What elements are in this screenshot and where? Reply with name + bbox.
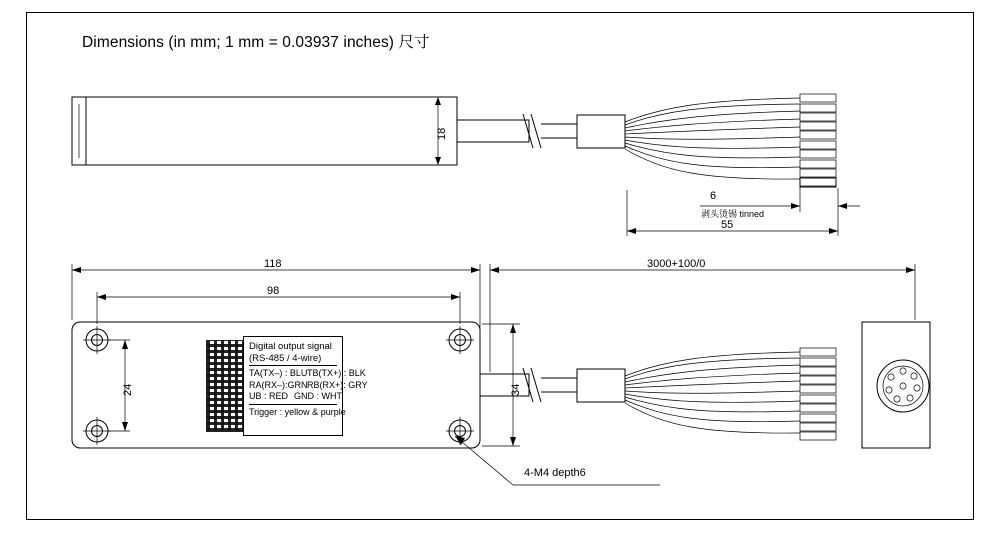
label-cell: RB(RX+): GRY (307, 379, 368, 390)
datamatrix-code-icon (206, 340, 246, 432)
dimension-18: 18 (436, 127, 448, 140)
label-divider (249, 404, 337, 405)
label-divider (249, 365, 337, 366)
tinned-note: 剥头烫锡 tinned (701, 209, 765, 219)
dimension-118: 118 (264, 258, 282, 270)
label-cell: GND : WHT (294, 391, 343, 401)
label-row (249, 379, 368, 392)
label-header-line2: (RS-485 / 4-wire) (249, 352, 322, 364)
product-label-plate (243, 336, 368, 436)
label-cell: RA(RX–):GRN (249, 379, 308, 390)
dimension-cable-length: 3000+100/0 (647, 258, 706, 270)
label-cell: TA(TX–) : BLU (249, 368, 308, 378)
thread-note: 4-M4 depth6 (524, 467, 586, 479)
dimension-55: 55 (721, 219, 734, 231)
label-trigger: Trigger : yellow & purple (249, 406, 346, 417)
dimension-24: 24 (122, 383, 134, 396)
dimension-34: 34 (510, 383, 522, 396)
label-row (249, 391, 343, 403)
drawing-title: Dimensions (in mm; 1 mm = 0.03937 inches) 尺寸 (82, 34, 430, 51)
label-header-line1: Digital output signal (249, 341, 332, 352)
label-cell: TB(TX+) : BLK (307, 368, 366, 378)
dimension-98: 98 (267, 285, 280, 297)
drawing-border (26, 12, 974, 520)
dimension-6: 6 (710, 190, 717, 202)
label-cell: UB : RED (249, 391, 289, 401)
label-row (249, 368, 366, 380)
